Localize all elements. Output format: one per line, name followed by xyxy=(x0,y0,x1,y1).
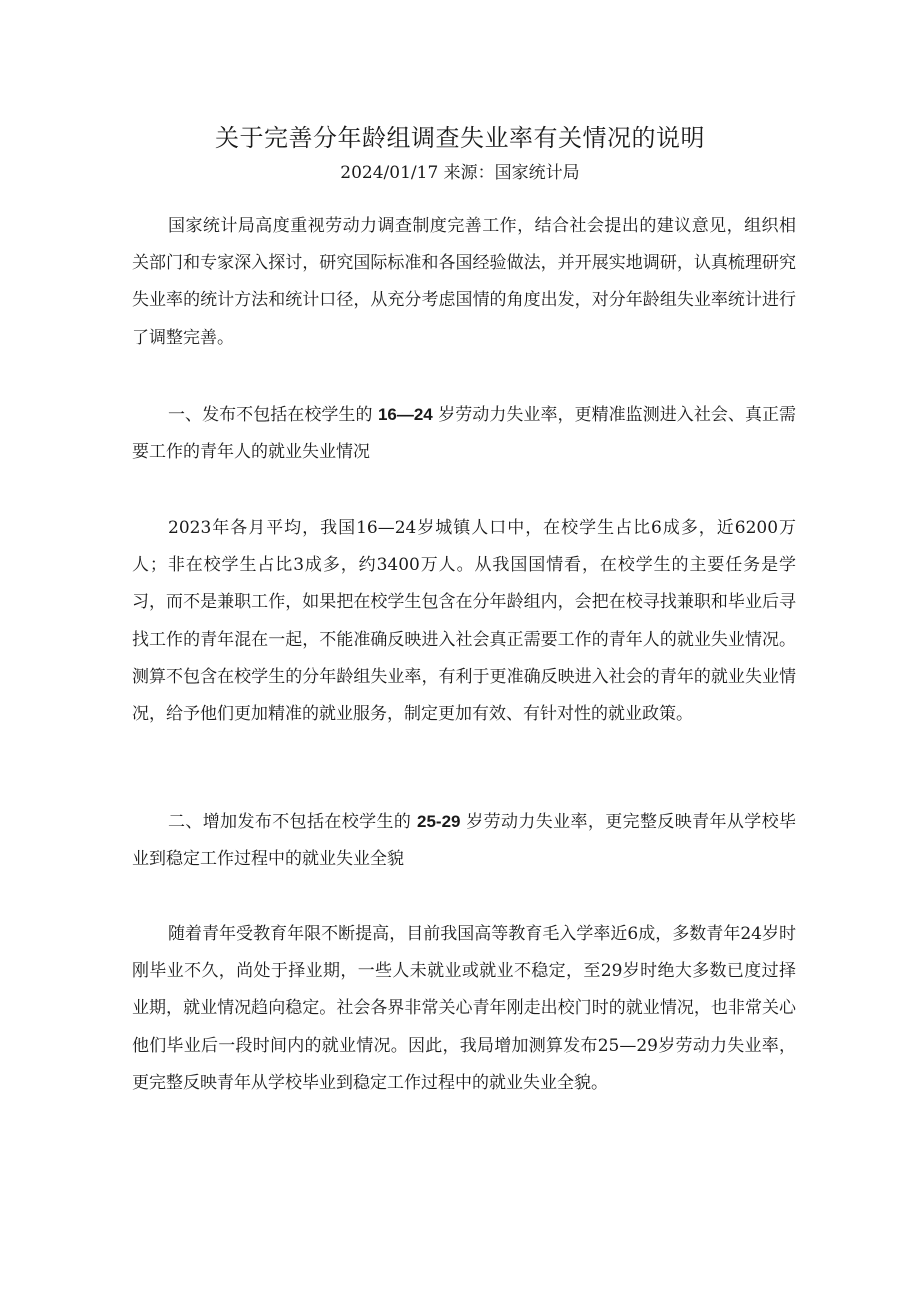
section-2-heading-prefix: 二、增加发布不包括在校学生的 xyxy=(168,812,412,832)
intro-paragraph: 国家统计局高度重视劳动力调查制度完善工作，结合社会提出的建议意见，组织相关部门和专家深入探讨，研究国际标准和各国经验做法，并开展实地调研，认真梳理研究失业率的统计方法和统计口径，从充分考虑国情的角度出发，对分年龄组失业率统计进行了调整完善。 xyxy=(132,216,796,348)
section-2-age-range: 25-29 xyxy=(417,812,461,831)
section-2-heading-suffix: 岁劳动力失业率，更完整反映青年从学校毕业到稳定工作过程中的就业失业全貌 xyxy=(132,812,797,870)
section-2-body: 随着青年受教育年限不断提高，目前我国高等教育毛入学率近6成，多数青年24岁时刚毕业不久，尚处于择业期，一些人未就业或就业不稳定，至29岁时绝大多数已度过择业期，就业情况趋向稳定。社会各界非常关心青年刚走出校门时的就业情况，也非常关心他们毕业后一段时间内的就业情况。因此，我局增加测算发布25—29岁劳动力失业率，更完整反映青年从学校毕业到稳定工作过程中的就业失业全貌。 xyxy=(132,924,796,1093)
section-1-age-range: 16—24 xyxy=(377,405,433,424)
publish-meta: 2024/01/17 来源：国家统计局 xyxy=(340,163,580,183)
section-1-heading xyxy=(132,396,796,471)
section-1-body: 2023年各月平均，我国16—24岁城镇人口中，在校学生占比6成多，近6200万人；非在校学生占比3成多，约3400万人。从我国国情看，在校学生的主要任务是学习，而不是兼职工作，如果把在校学生包含在分年龄组内，会把在校寻找兼职和毕业后寻找工作的青年混在一起，不能准确反映进入社会真正需要工作的青年人的就业失业情况。测算不包含在校学生的分年龄组失业率，有利于更准确反映进入社会的青年的就业失业情况，给予他们更加精准的就业服务，制定更加有效、有针对性的就业政策。 xyxy=(132,518,796,725)
page-title: 关于完善分年龄组调查失业率有关情况的说明 xyxy=(215,124,705,152)
section-1-heading-suffix: 岁劳动力失业率，更精准监测进入社会、真正需要工作的青年人的就业失业情况 xyxy=(132,405,797,463)
section-1-heading-prefix: 一、发布不包括在校学生的 xyxy=(168,405,373,425)
section-2-heading xyxy=(132,803,796,878)
